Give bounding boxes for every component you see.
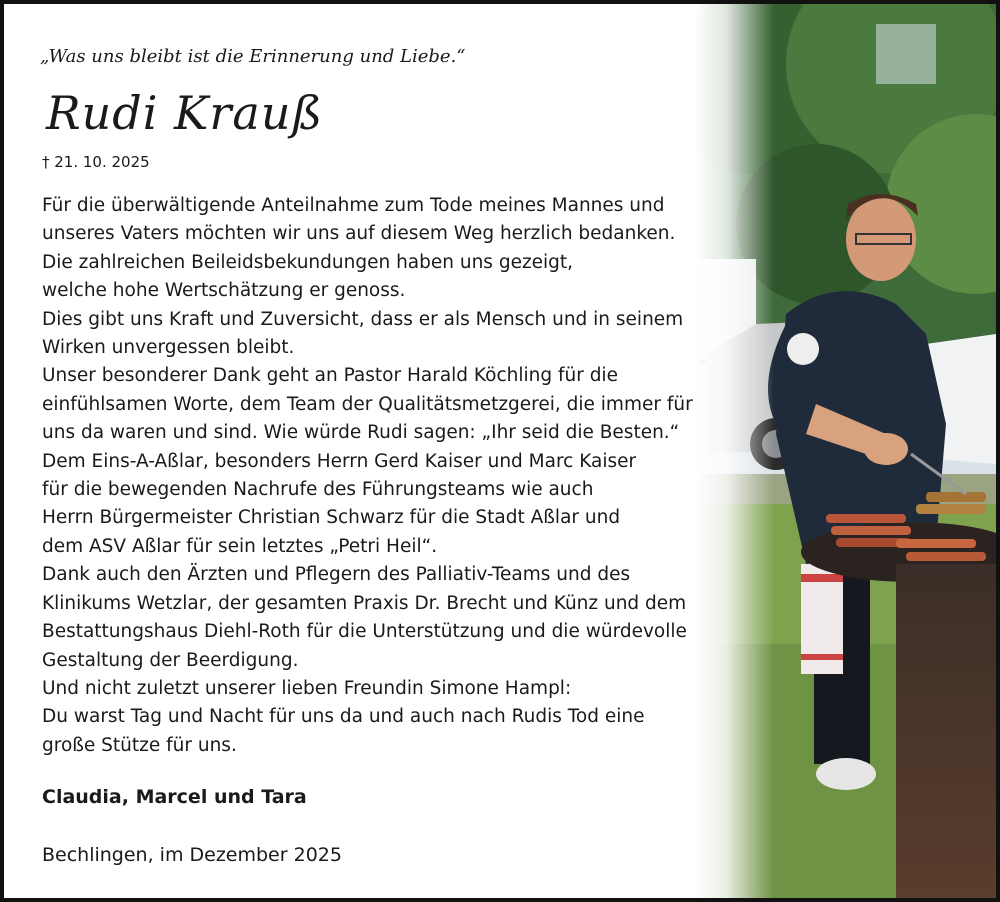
body-line: einfühlsamen Worte, dem Team der Qualitätsmetzgerei, die immer für [42,393,693,415]
signature-names: Claudia, Marcel und Tara [42,786,307,808]
place-and-date: Bechlingen, im Dezember 2025 [42,844,342,866]
body-line: welche hohe Wertschätzung er genoss. [42,280,406,302]
body-line: Dem Eins-A-Aßlar, besonders Herrn Gerd Kaiser und Marc Kaiser [42,450,637,472]
body-line: uns da waren und sind. Wie würde Rudi sagen: „Ihr seid die Besten.“ [42,422,680,444]
body-line: Dank auch den Ärzten und Pflegern des Palliativ-Teams und des [42,564,631,586]
body-line: Dies gibt uns Kraft und Zuversicht, dass er als Mensch und in seinem [42,308,684,330]
body-line: Gestaltung der Beerdigung. [42,649,299,671]
body-line: Herrn Bürgermeister Christian Schwarz für die Stadt Aßlar und [42,507,621,529]
body-line: Bestattungshaus Diehl-Roth für die Unterstützung und die würdevolle [42,621,687,643]
death-date: † 21. 10. 2025 [42,153,150,171]
body-line: Und nicht zuletzt unserer lieben Freundin Simone Hampl: [42,677,572,699]
body-line: Klinikums Wetzlar, der gesamten Praxis Dr. Brecht und Künz und dem [42,592,687,614]
body-line: unseres Vaters möchten wir uns auf diesem Weg herzlich bedanken. [42,223,676,245]
body-line: Wirken unvergessen bleibt. [42,337,295,359]
body-line: Die zahlreichen Beileidsbekundungen haben uns gezeigt, [42,251,574,273]
thanks-body [42,192,722,760]
body-line: dem ASV Aßlar für sein letztes „Petri Heil“. [42,535,438,557]
motto-quote: „Was uns bleibt ist die Erinnerung und Liebe.“ [40,46,466,67]
body-line: Du warst Tag und Nacht für uns da und auch nach Rudis Tod eine [42,706,645,728]
deceased-name: Rudi Krauß [46,86,324,140]
body-line: Für die überwältigende Anteilnahme zum Tode meines Mannes und [42,195,665,216]
body-line: für die bewegenden Nachrufe des Führungsteams wie auch [42,479,594,501]
body-line: Unser besonderer Dank geht an Pastor Harald Köchling für die [42,365,618,387]
body-line: große Stütze für uns. [42,734,237,756]
